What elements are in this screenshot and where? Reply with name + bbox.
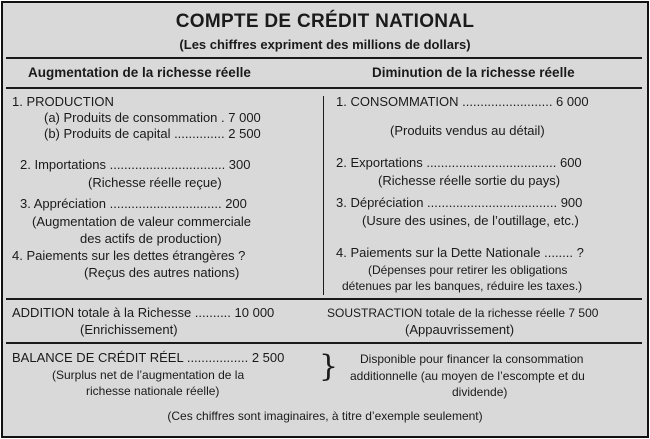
available-note-2: additionnelle (au moyen de l’escompte et du	[350, 369, 585, 383]
appreciation-note-2: des actifs de production)	[80, 231, 222, 246]
right-column-header: Diminution de la richesse réelle	[372, 65, 575, 80]
footer-note: (Ces chiffres sont imaginaires, à titre d’exemple seulement)	[167, 409, 483, 423]
balance-divider	[6, 342, 642, 344]
consumption-line: 1. CONSOMMATION ......................... 6 000	[336, 94, 589, 109]
depreciation-line: 3. Dépréciation .................................... 900	[336, 195, 583, 210]
column-header-divider	[6, 87, 642, 89]
imports-line: 2. Importations ................................ 300	[20, 157, 251, 172]
page-title: COMPTE DE CRÉDIT NATIONAL	[175, 11, 475, 32]
balance-note-2: richesse nationale réelle)	[86, 384, 220, 398]
consumption-note: (Produits vendus au détail)	[390, 123, 545, 138]
total-addition-note: (Enrichissement)	[80, 322, 178, 337]
foreign-debt-payments-line: 4. Paiements sur les dettes étrangères ?	[12, 248, 246, 263]
appreciation-line: 3. Appréciation ............................... 200	[20, 196, 247, 211]
national-debt-payments-line: 4. Paiements sur la Dette Nationale ........ ?	[336, 245, 584, 260]
production-consumption-line: (a) Produits de consommation . 7 000	[44, 110, 261, 125]
total-subtraction-line: SOUSTRACTION totale de la richesse réelle 7 500	[327, 306, 599, 320]
totals-divider	[6, 298, 642, 300]
header-divider	[6, 57, 642, 59]
production-capital-line: (b) Produits de capital .............. 2 500	[44, 126, 261, 141]
available-note-1: Disponible pour financer la consommation	[360, 352, 584, 366]
depreciation-note: (Usure des usines, de l’outillage, etc.)	[362, 213, 579, 228]
imports-note: (Richesse réelle reçue)	[88, 175, 222, 190]
exports-line: 2. Exportations .................................... 600	[336, 155, 582, 170]
column-divider	[323, 96, 324, 295]
page-subtitle: (Les chiffres expriment des millions de dollars)	[179, 37, 471, 52]
foreign-debt-payments-note: (Reçus des autres nations)	[84, 265, 240, 280]
total-addition-line: ADDITION totale à la Richesse .......... 10 000	[12, 305, 275, 320]
total-subtraction-note: (Appauvrissement)	[405, 322, 515, 337]
left-column-header: Augmentation de la richesse réelle	[28, 65, 251, 80]
available-note-3: dividende)	[452, 385, 508, 399]
production-heading: 1. PRODUCTION	[12, 94, 114, 109]
exports-note: (Richesse réelle sortie du pays)	[378, 173, 561, 188]
national-debt-payments-note-2: détenues par les banques, réduire les taxes.)	[342, 279, 583, 293]
balance-line: BALANCE DE CRÉDIT RÉEL ................. 2 500	[12, 350, 285, 365]
national-debt-payments-note-1: (Dépenses pour retirer les obligations	[368, 263, 568, 277]
balance-note-1: (Surplus net de l’augmentation de la	[52, 368, 245, 382]
appreciation-note-1: (Augmentation de valeur commerciale	[32, 214, 251, 229]
brace-icon: }	[319, 349, 339, 384]
